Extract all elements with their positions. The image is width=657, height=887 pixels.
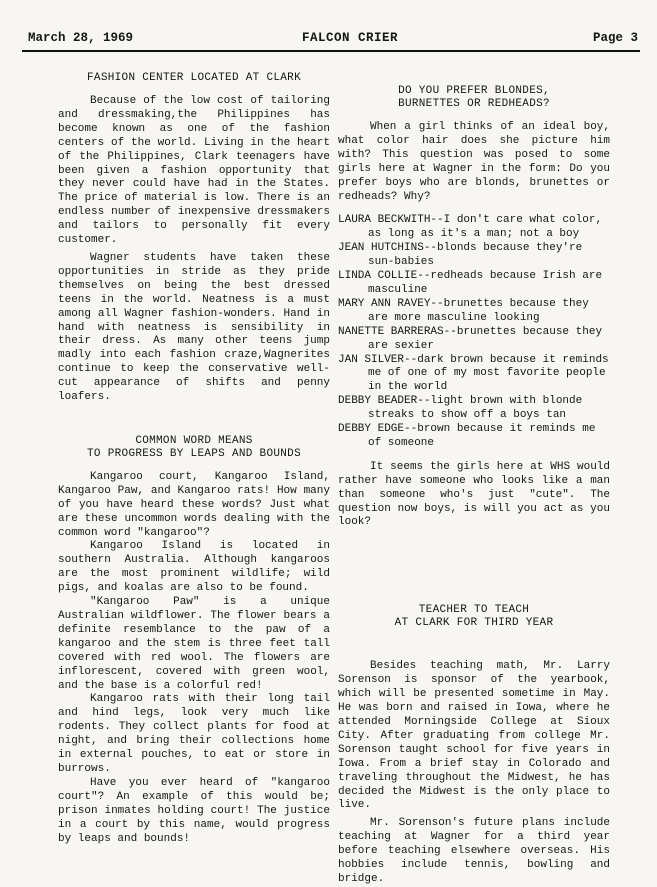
survey-response: DEBBY EDGE--brown because it reminds me of someone (338, 423, 596, 449)
article-heading (58, 435, 330, 461)
survey-response: DEBBY BEADER--light brown with blonde streaks to show off a boys tan (338, 395, 583, 422)
article-paragraph: It seems the girls here at WHS would rather have someone who looks like a man than someone who's just "cute". The question now boys, is will you act as you look? (338, 460, 610, 529)
article-heading (338, 604, 610, 630)
survey-response: NANETTE BARRERAS--brunettes because they are sexier (338, 325, 603, 352)
survey-response: JEAN HUTCHINS--blonds because they're sun-babies (338, 242, 583, 269)
article-paragraph: When a girl thinks of an ideal boy, what color hair does she picture him with? This question was posed to some girls here at Wagner in the form: Do you prefer boys who are blonds, brunettes or redheads? Why? (338, 121, 610, 203)
article-paragraph: Besides teaching math, Mr. Larry Sorenson is sponsor of the yearbook, which will be presented sometime in May. He was born and raised in Iowa, where he attended Morningside College at Sioux City. After graduating from college Mr. Sorenson taught school for five years in Iowa. From a brief stay in Colorado and traveling throughout the Midwest, he has decided the Midwest is the only place to live. (338, 660, 610, 812)
article-paragraph: Wagner students have taken these opportunities in stride as they pride themselves on being the best dressed teens in the world. Neatness is a must among all Wagner fashion-wonders. Hand in hand with neatness is sensibility in their dress. As many other teens jump madly into each fashion craze,Wagnerites continue to keep the conservative well-cut appearance of shifts and penny loafers. (58, 251, 330, 404)
article-paragraph: Kangaroo Island is located in southern Australia. Although kangaroos are the most prominent wildlife; wild pigs, and koalas are also to be found. (58, 540, 330, 595)
article-hair-color-survey (338, 85, 610, 530)
heading-line: TEACHER TO TEACH (418, 604, 530, 617)
survey-response: JAN SILVER--dark brown because it reminds me of one of my most favorite people in the world (338, 353, 609, 394)
survey-response: LAURA BECKWITH--I don't care what color, as long as it's a man; not a boy (338, 214, 603, 241)
article-paragraph: Mr. Sorenson's future plans include teaching at Wagner for a third year before teaching elsewhere overseas. His hobbies include tennis, bowling and bridge. (338, 817, 610, 885)
article-teacher (338, 604, 610, 887)
issue-date: March 28, 1969 (28, 31, 134, 45)
article-heading: FASHION CENTER LOCATED AT CLARK (87, 72, 301, 84)
newspaper-title: FALCON CRIER (302, 31, 399, 45)
article-kangaroo (58, 435, 330, 846)
article-paragraph: Kangaroo court, Kangaroo Island, Kangaroo Paw, and Kangaroo rats! How many of you have heard these words? Just what are these uncommon words dealing with the common word "kangaroo"? (58, 470, 330, 539)
article-paragraph: Kangaroo rats with their long tail and hind legs, look very much like rodents. They collect plants for food at night, and bring their collections home in external pouches, to eat or store in burrows. (58, 693, 330, 775)
article-fashion-center (58, 72, 330, 405)
article-paragraph: Because of the low cost of tailoring and dressmaking,the Philippines has become known as one of the fashion centers of the world. Living in the heart of the Philippines, Clark teenagers have been given a fashion opportunity that they never could have had in the States. The price of material is low. There is an endless number of inexpensive dressmakers and tailors to personally fit every customer. (58, 95, 330, 247)
left-column (58, 72, 330, 846)
masthead (22, 28, 640, 52)
article-paragraph: "Kangaroo Paw" is a unique Australian wildflower. The flower bears a definite resemblance to the paw of a kangaroo and the stem is three feet tall covered with red wool. The flowers are inflorescent, covered with green wool, and the base is a colorful red! (58, 596, 330, 692)
right-column (338, 85, 610, 887)
survey-response: LINDA COLLIE--redheads because Irish are masculine (338, 270, 603, 296)
article-heading (338, 85, 610, 111)
heading-line: TO PROGRESS BY LEAPS AND BOUNDS (87, 447, 301, 460)
heading-line: COMMON WORD MEANS (135, 434, 253, 447)
survey-response: MARY ANN RAVEY--brunettes because they are more masculine looking (338, 297, 589, 324)
heading-line: DO YOU PREFER BLONDES, (398, 85, 550, 97)
survey-responses (338, 214, 610, 450)
heading-line: AT CLARK FOR THIRD YEAR (394, 617, 554, 630)
heading-line: BURNETTES OR REDHEADS? (398, 98, 550, 110)
page-number: Page 3 (592, 31, 638, 45)
article-paragraph: Have you ever heard of "kangaroo court"? An example of this would be; prison inmates holding court! The justice in a court by this name, would progress by leaps and bounds! (58, 776, 330, 845)
